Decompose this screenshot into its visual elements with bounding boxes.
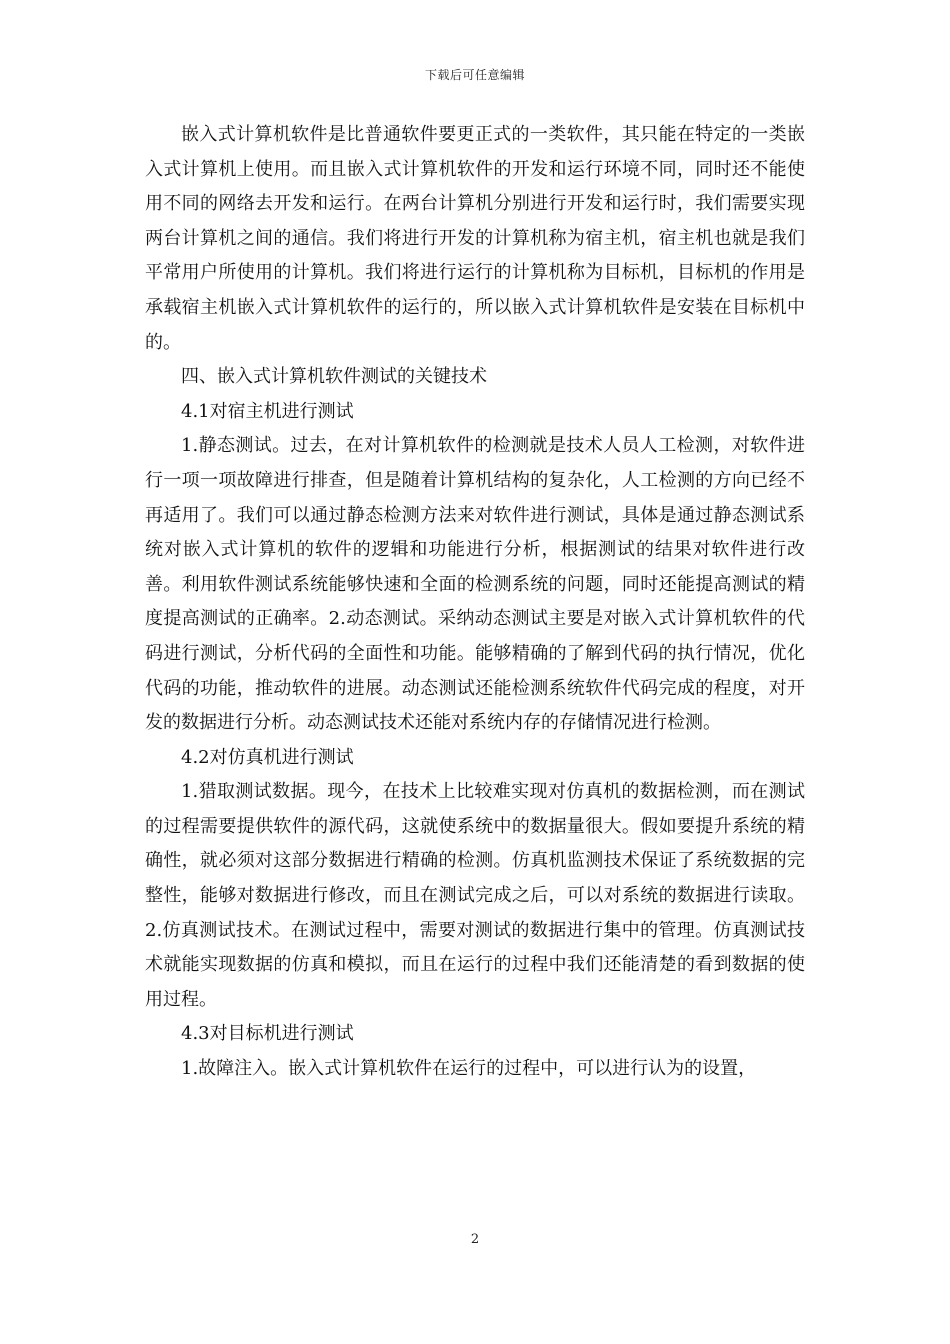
paragraph-target-testing: 1.故障注入。嵌入式计算机软件在运行的过程中，可以进行认为的设置，: [181, 1058, 757, 1080]
section-heading-4: 四、嵌入式计算机软件测试的关键技术: [181, 366, 487, 388]
paragraph-emulator-testing: 1.猎取测试数据。现今，在技术上比较难实现对仿真机的数据检测，而在测试的过程需要提供软件的源代码，这就使系统中的数据量很大。假如要提升系统的精确性，就必须对这部分数据进行精确的检测。仿真机监测技术保证了系统数据的完整性，能够对数据进行修改，而且在测试完成之后，可以对系统的数据进行读取。2.仿真测试技术。在测试过程中，需要对测试的数据进行集中的管理。仿真测试技术就能实现数据的仿真和模拟，而且在运行的过程中我们还能清楚的看到数据的使用过程。: [145, 781, 805, 1010]
paragraph-host-testing: 1.静态测试。过去，在对计算机软件的检测就是技术人员人工检测，对软件进行一项一项故障进行排查，但是随着计算机结构的复杂化，人工检测的方向已经不再适用了。我们可以通过静态检测方法来对软件进行测试，具体是通过静态测试系统对嵌入式计算机的软件的逻辑和功能进行分析，根据测试的结果对软件进行改善。利用软件测试系统能够快速和全面的检测系统的问题，同时还能提高测试的精度提高测试的正确率。2.动态测试。采纳动态测试主要是对嵌入式计算机软件的代码进行测试，分析代码的全面性和功能。能够精确的了解到代码的执行情况，优化代码的功能，推动软件的进展。动态测试还能检测系统软件代码完成的程度，对开发的数据进行分析。动态测试技术还能对系统内存的存储情况进行检测。: [145, 435, 805, 734]
subsection-heading-4-2: 4.2对仿真机进行测试: [181, 746, 354, 768]
subsection-heading-4-3: 4.3对目标机进行测试: [181, 1023, 354, 1045]
page-number: 2: [470, 1232, 480, 1247]
page-header-note: 下载后可任意编辑: [424, 68, 525, 82]
paragraph-intro: 嵌入式计算机软件是比普通软件要更正式的一类软件，其只能在特定的一类嵌入式计算机上使用。而且嵌入式计算机软件的开发和运行环境不同，同时还不能使用不同的网络去开发和运行。在两台计算机分别进行开发和运行时，我们需要实现两台计算机之间的通信。我们将进行开发的计算机称为宿主机，宿主机也就是我们平常用户所使用的计算机。我们将进行运行的计算机称为目标机，目标机的作用是承载宿主机嵌入式计算机软件的运行的，所以嵌入式计算机软件是安装在目标机中的。: [145, 124, 805, 353]
document-body: [145, 118, 805, 1087]
subsection-heading-4-1: 4.1对宿主机进行测试: [181, 400, 354, 422]
